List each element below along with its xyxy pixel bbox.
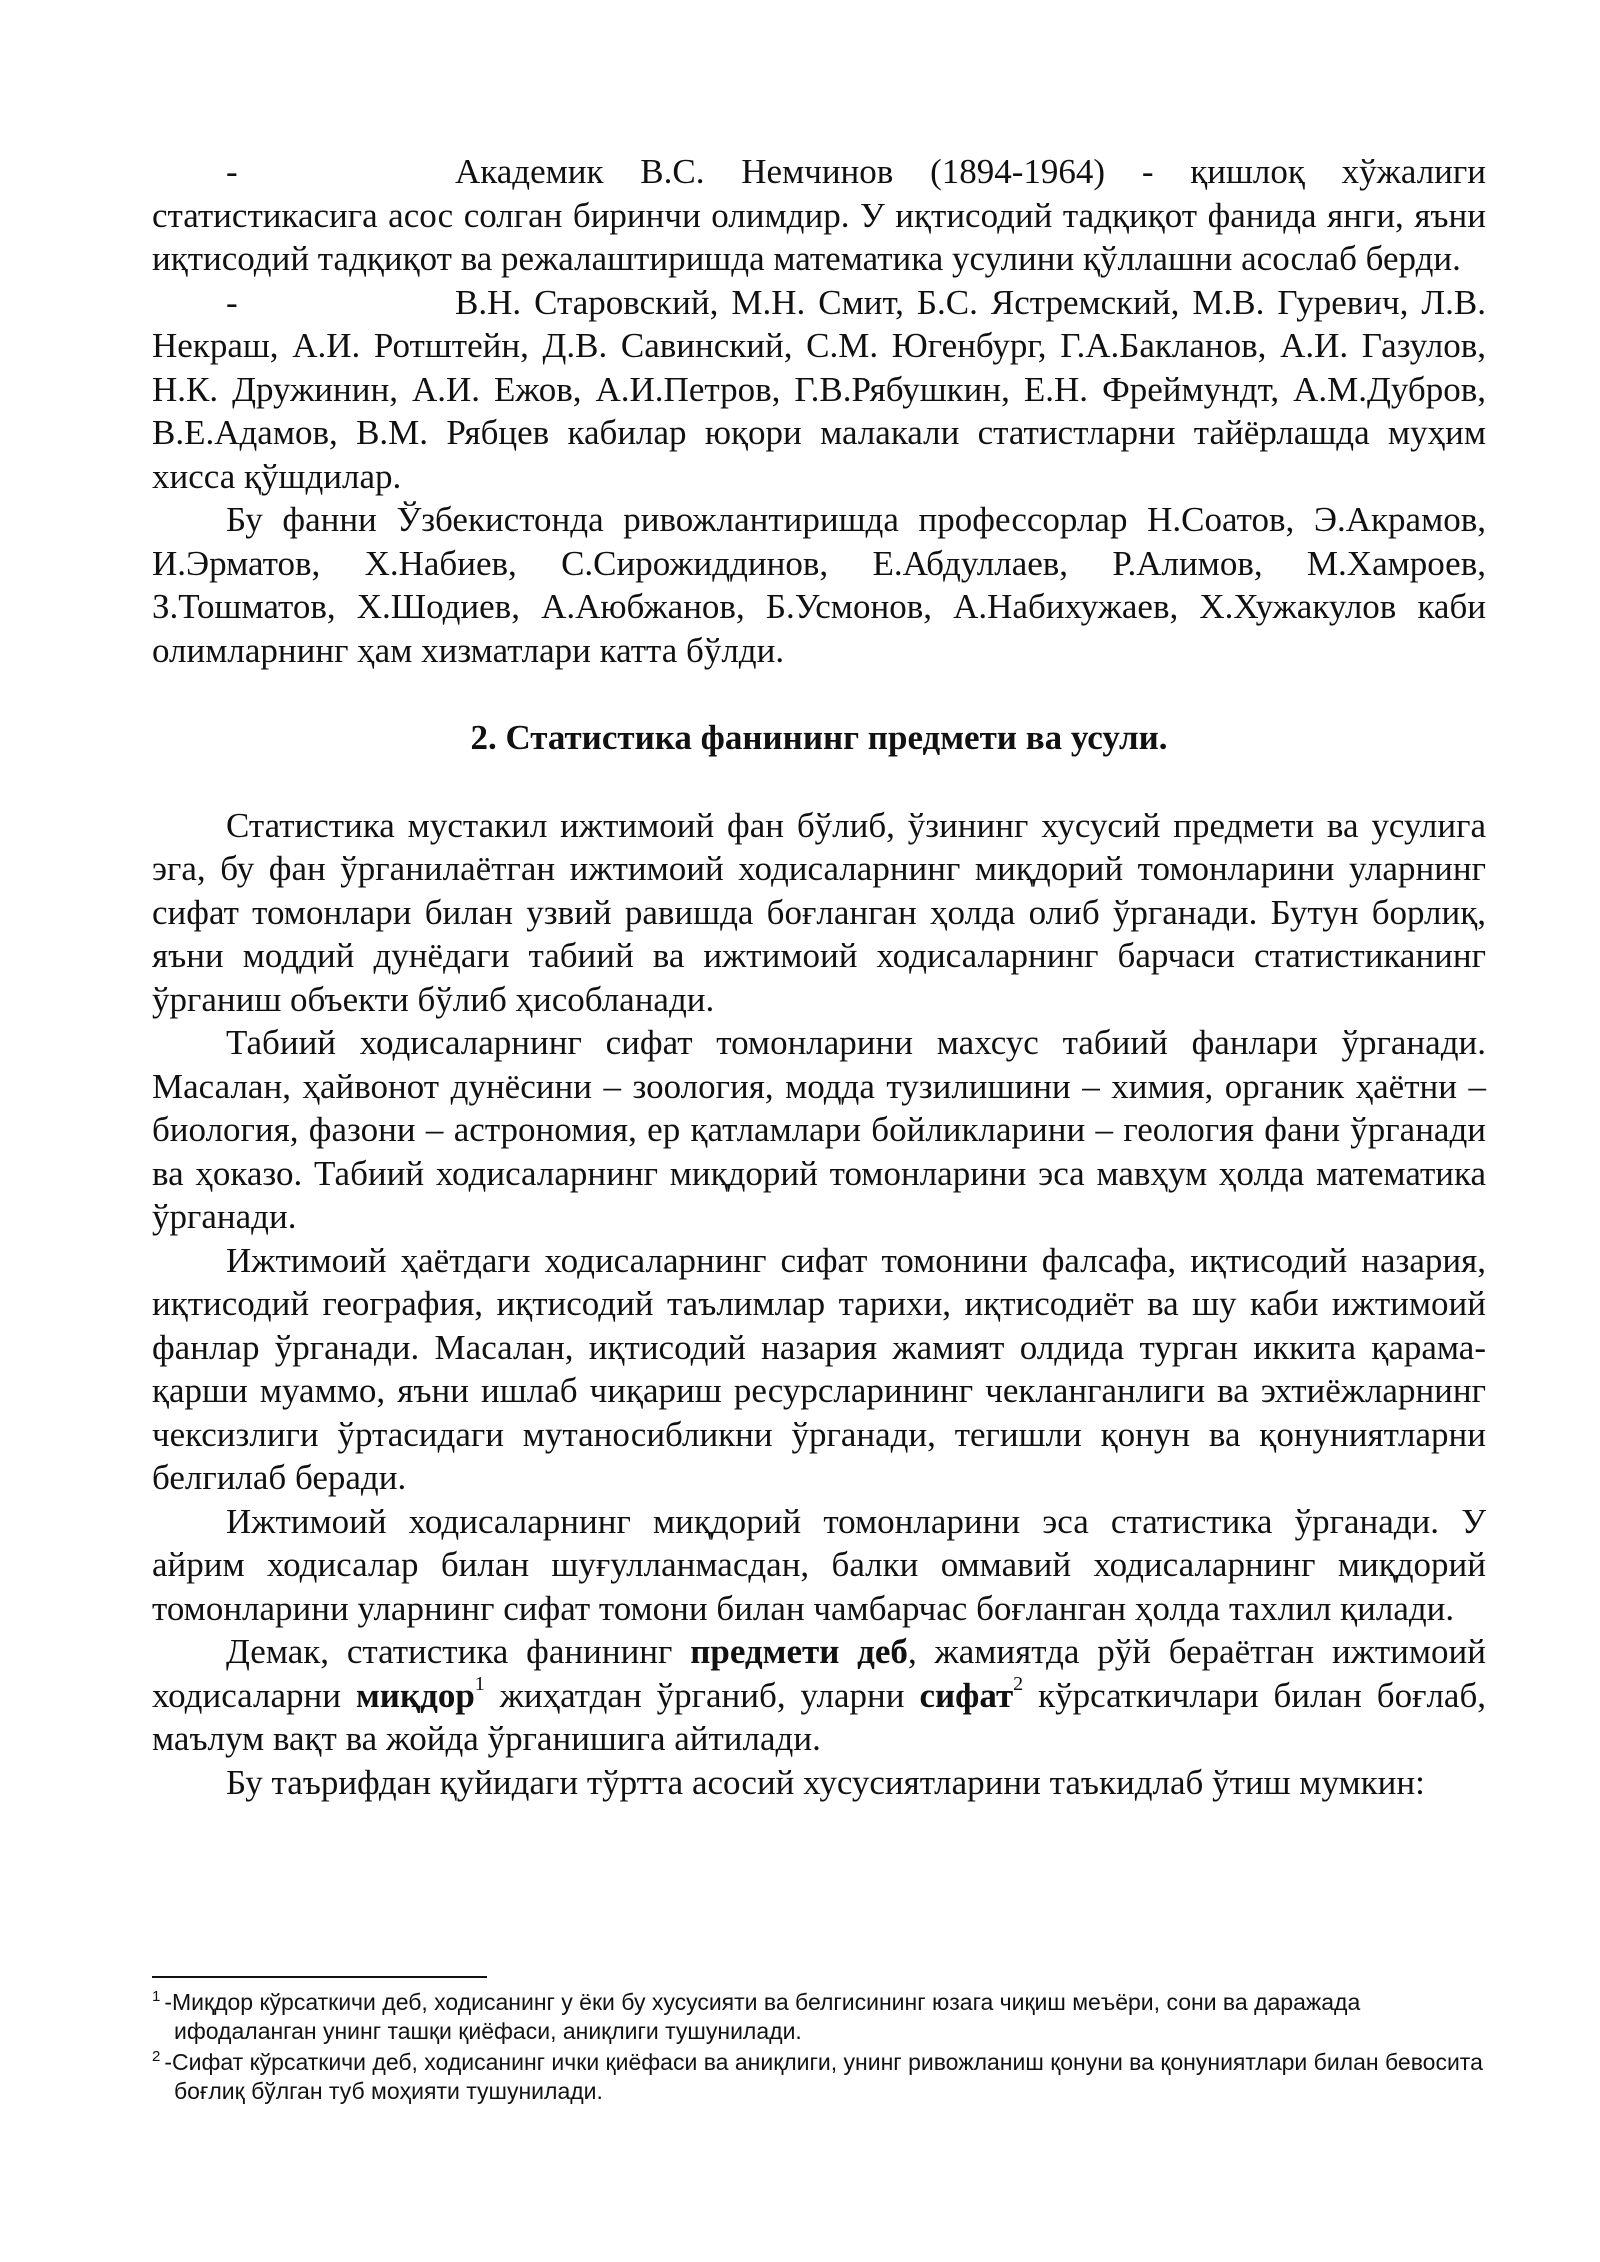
footnote-1 — [152, 1988, 1488, 2045]
text-run: жиҳатдан ўрганиб, уларни — [484, 1675, 920, 1715]
footnote-text: -Миқдор кўрсаткичи деб, ходисанинг у ёки бу хусусияти ва белгисининг юзага чиқиш меъёри, сони ва даражада ифодаланган унинг ташқи қиёфаси, аниқлиги тушунилади. — [164, 1989, 1361, 2044]
list-dash: - — [226, 152, 238, 191]
paragraph-social-quantitative: Ижтимоий ходисаларнинг миқдорий томонларини эса статистика ўрганади. У айрим ходисалар билан шуғулланмасдан, балки оммавий ходисаларнинг миқдорий томонларини уларнинг сифат томони билан чамбарчас боғланган ҳолда тахлил қилади. — [152, 1501, 1486, 1628]
text-run: кўрсаткичлари билан боғлаб, маълум вақт ва жойда ўрганишига айтилади. — [152, 1675, 1487, 1758]
footnote-text: -Сифат кўрсаткичи деб, ходисанинг ички қиёфаси ва аниқлиги, унинг ривожланиш қонуни ва қонуниятлари билан бевосита боғлиқ бўлган туб моҳияти тушунилади. — [164, 2049, 1483, 2104]
paragraph-statistics-subject: Статистика мустакил ижтимоий фан бўлиб, ўзининг хусусий предмети ва усулига эга, бу фан ўрганилаётган ижтимоий ходисаларнинг миқдорий томонларини уларнинг сифат томонлари билан узвий равишда боғланган ҳолда олиб ўрганади. Бутун борлиқ, яъни моддий дунёдаги табиий ва ижтимоий ходисаларнинг барчаси статистиканинг ўрганиш объекти бўлиб ҳисобланади. — [152, 805, 1486, 1019]
paragraph-definition — [152, 1630, 1486, 1761]
footnote-mark: 1 — [152, 1988, 161, 2006]
paragraph-uzbek-professors: Бу фанни Ўзбекистонда ривожлантиришда профессорлар Н.Соатов, Э.Акрамов, И.Эрматов, Х.Набиев, С.Сирожиддинов, Е.Абдуллаев, Р.Алимов, М.Хамроев, З.Тошматов, Х.Шодиев, А.Аюбжанов, Б.Усмонов, А.Набихужаев, Х.Хужакулов каби олимларнинг ҳам хизматлари катта бўлди. — [152, 500, 1486, 670]
document-body — [152, 150, 1486, 1804]
footnote-separator — [152, 1976, 487, 1978]
paragraph-text: В.Н. Старовский, М.Н. Смит, Б.С. Ястремский, М.В. Гуревич, Л.В. Некраш, А.И. Ротштейн, Д.В. Савинский, С.М. Югенбург, Г.А.Бакланов, А.И. Газулов, Н.К. Дружинин, А.И. Ежов, А.И.Петров, Г.В.Рябушкин, Е.Н. Фреймундт, А.М.Дубров, В.Е.Адамов, В.М. Рябцев кабилар юқори малакали статистларни тайёрлашда муҳим хисса қўшдилар. — [152, 282, 1486, 496]
footnote-mark: 2 — [152, 2048, 161, 2066]
footnote-ref-2[interactable]: 2 — [1013, 1672, 1024, 1695]
section-heading: 2. Статистика фанининг предмети ва усули. — [470, 718, 1168, 757]
footnotes — [152, 1988, 1488, 2108]
bold-term-subject: предмети деб — [690, 1632, 908, 1671]
paragraph-nemchinov — [152, 150, 1486, 281]
bold-term-quality: сифат — [919, 1675, 1014, 1715]
paragraph-statisticians-list — [152, 281, 1486, 499]
paragraph-social-life: Ижтимоий ҳаётдаги ходисаларнинг сифат томонини фалсафа, иқтисодий назария, иқтисодий география, иқтисодий таълимлар тарихи, иқтисодиёт ва шу каби ижтимоий фанлар ўрганади. Масалан, иқтисодий назария жамият олдида турган иккита қарама-қарши муаммо, яъни ишлаб чиқариш ресурсларининг чекланганлиги ва эхтиёжларнинг чексизлиги ўртасидаги мутаносибликни ўрганади, тегишли қонун ва қонуниятларни белгилаб беради. — [152, 1240, 1486, 1497]
paragraph-natural-phenomena: Табиий ходисаларнинг сифат томонларини махсус табиий фанлари ўрганади. Масалан, ҳайвонот дунёсини – зоология, модда тузилишини – химия, органик ҳаётни – биология, фазони – астрономия, ер қатламлари бойликларини – геология фани ўрганади ва ҳоказо. Табиий ходисаларнинг миқдорий томонларини эса мавҳум ҳолда математика ўрганади. — [152, 1023, 1486, 1236]
footnote-ref-1[interactable]: 1 — [474, 1672, 485, 1695]
text-run: Демак, статистика фанининг — [226, 1632, 691, 1671]
bold-term-quantity: миқдор — [355, 1675, 475, 1715]
footnote-2 — [152, 2048, 1488, 2105]
paragraph-text: Академик В.С. Немчинов (1894-1964) - қишлоқ хўжалиги статистикасига асос солган биринчи олимдир. У иқтисодий тадқиқот фанида янги, яъни иқтисодий тадқиқот ва режалаштиришда математика усулини қўллашни асослаб берди. — [152, 152, 1486, 278]
paragraph-features-intro: Бу таърифдан қуйидаги тўртта асосий хусусиятларини таъкидлаб ўтиш мумкин: — [226, 1762, 1425, 1802]
text-run: , жамиятда рўй бераётган ижтимоий ходисаларни — [152, 1632, 1486, 1715]
list-dash: - — [226, 282, 238, 322]
